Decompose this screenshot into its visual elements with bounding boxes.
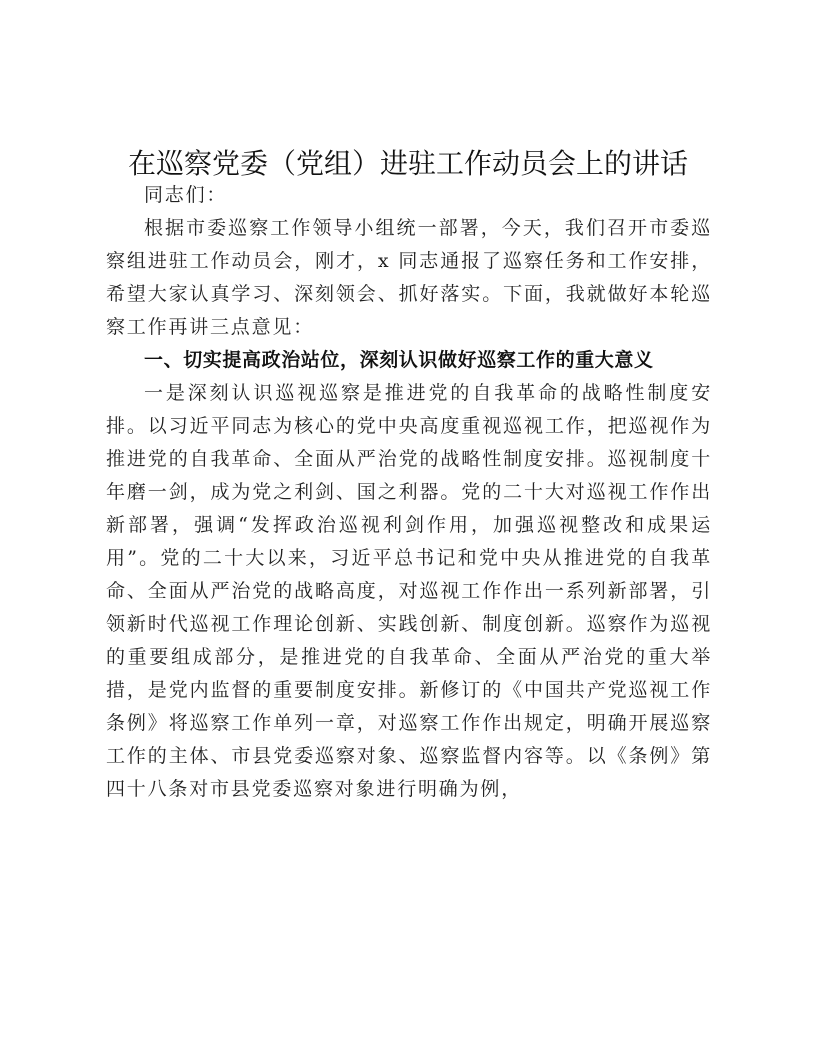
- document-body: [106, 179, 712, 806]
- body-paragraph: 一是深刻认识巡视巡察是推进党的自我革命的战略性制度安排。以习近平同志为核心的党中央高度重视巡视工作，把巡视作为推进党的自我革命、全面从严治党的战略性制度安排。巡视制度十年磨一剑，成为党之利剑、国之利器。党的二十大对巡视工作作出新部署，强调“发挥政治巡视利剑作用，加强巡视整改和成果运用”。党的二十大以来，习近平总书记和党中央从推进党的自我革命、全面从严治党的战略高度，对巡视工作作出一系列新部署，引领新时代巡视工作理论创新、实践创新、制度创新。巡察作为巡视的重要组成部分，是推进党的自我革命、全面从严治党的重大举措，是党内监督的重要制度安排。新修订的《中国共产党巡视工作条例》将巡察工作单列一章，对巡察工作作出规定，明确开展巡察工作的主体、市县党委巡察对象、巡察监督内容等。以《条例》第四十八条对市县党委巡察对象进行明确为例，: [106, 382, 712, 800]
- intro-paragraph: 根据市委巡察工作领导小组统一部署，今天，我们召开市委巡察组进驻工作动员会，刚才，x 同志通报了巡察任务和工作安排，希望大家认真学习、深刻领会、抓好落实。下面，我就做好本轮巡察工作再讲三点意见：: [106, 217, 712, 338]
- document-title: 在巡察党委（党组）进驻工作动员会上的讲话: [127, 147, 688, 180]
- salutation: 同志们：: [144, 184, 228, 206]
- section-heading: 一、切实提高政治站位，深刻认识做好巡察工作的重大意义: [144, 349, 654, 371]
